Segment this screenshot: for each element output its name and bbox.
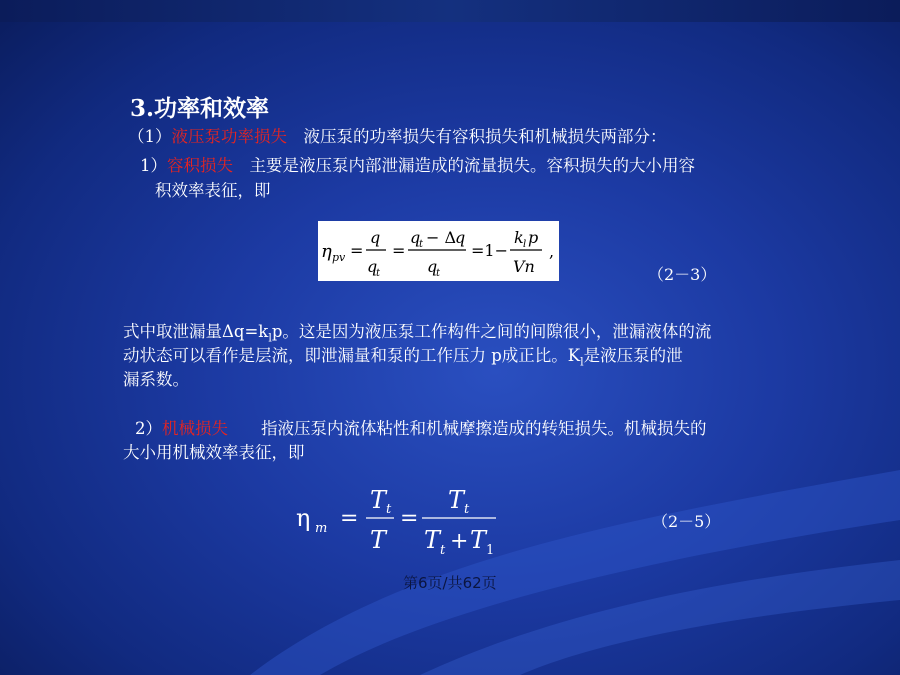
item1-line2: 积效率表征，即 [155,181,271,200]
svg-text:=1−: =1− [471,241,508,260]
mechanical-efficiency-formula [290,478,520,567]
para-line2 [123,345,683,373]
section1-prefix: （1） [128,127,172,146]
section1-heading: 液压泵功率损失 [171,127,287,146]
svg-text:l: l [523,239,527,250]
svg-text:η: η [296,504,311,532]
svg-text:T: T [370,526,387,554]
svg-text:q: q [455,228,466,247]
equation-number-2-3: （2－3） [648,265,717,284]
svg-text:q: q [410,228,421,247]
svg-text:pv: pv [332,251,346,264]
svg-text:q: q [370,228,381,247]
item2-line2: 大小用机械效率表征，即 [123,443,305,462]
svg-text:T: T [370,486,387,514]
section1-line [128,126,667,148]
svg-text:1: 1 [486,543,495,558]
svg-text:t: t [440,543,446,558]
item1-line1 [140,155,695,177]
page-footer: 第6页/共62页 [403,574,497,592]
svg-text:t: t [436,268,441,279]
item2-text-1: 指液压泵内流体粘性和机械摩擦造成的转矩损失。机械损失的 [261,419,707,438]
svg-text:t: t [386,502,392,517]
volumetric-efficiency-formula [318,221,559,281]
para-line2-tail: 是液压泵的泄 [583,346,683,365]
item1-text-1: 主要是液压泵内部泄漏造成的流量损失。容积损失的大小用容 [249,156,695,175]
svg-text:=: = [340,506,359,531]
item1-heading: 容积损失 [167,156,233,175]
svg-text:=: = [350,241,364,260]
svg-text:T: T [448,486,465,514]
para-line1-tail: p。这是因为液压泵工作构件之间的间隙很小，泄漏液体的流 [271,322,712,341]
item1-prefix: 1） [140,156,167,175]
para-line3: 漏系数。 [123,370,189,389]
svg-text:T: T [424,526,441,554]
svg-text:η: η [321,241,332,262]
para-line2-sub: l [580,355,584,369]
svg-text:t: t [376,268,381,279]
svg-text:T: T [470,526,487,554]
svg-text:=: = [400,506,419,531]
svg-text:m: m [315,521,328,536]
item2-prefix: 2） [135,419,162,438]
equation-number-2-5: （2－5） [652,512,721,531]
svg-text:+: + [450,529,469,554]
item2-heading: 机械损失 [162,419,228,438]
svg-text:,: , [549,242,555,261]
svg-text:=: = [392,241,406,260]
item2-line1 [135,418,707,440]
svg-text:q: q [367,257,378,276]
para-line1-head: 式中取泄漏量Δq=k [123,322,269,341]
para-line2-head: 动状态可以看作是层流，即泄漏量和泵的工作压力 p成正比。K [123,346,581,365]
slide-title: 3.功率和效率 [130,95,270,122]
section1-text: 液压泵的功率损失有容积损失和机械损失两部分： [303,127,667,146]
svg-text:t: t [419,239,424,250]
svg-text:Vn: Vn [513,257,535,276]
svg-text:t: t [464,502,470,517]
svg-text:q: q [427,257,438,276]
para-line1-sub: l [268,331,272,345]
svg-text:k: k [514,228,524,247]
svg-text:− Δ: − Δ [426,228,457,247]
svg-text:p: p [528,228,539,247]
